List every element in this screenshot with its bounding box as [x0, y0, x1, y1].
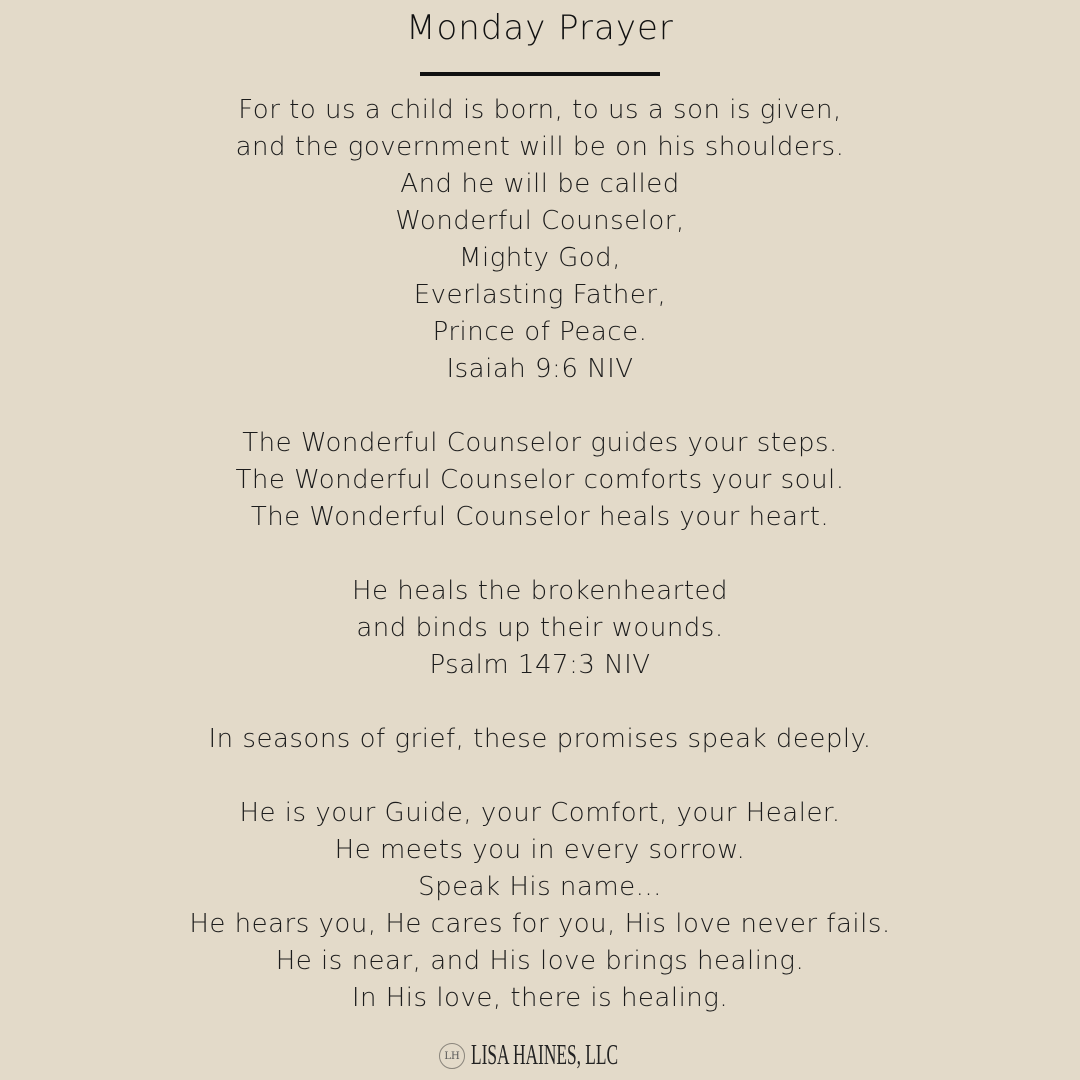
text-line: In His love, there is healing. [351, 983, 729, 1013]
spacer [0, 536, 1080, 573]
text-line: And he will be called [400, 169, 680, 199]
text-line: The Wonderful Counselor guides your steps. [242, 428, 838, 458]
scripture-isaiah [0, 92, 1080, 388]
logo-monogram-icon: LH [439, 1043, 465, 1069]
text-line: Mighty God, [459, 243, 621, 273]
text-line: He is your Guide, your Comfort, your Healer. [239, 798, 841, 828]
prayer-body [0, 92, 1080, 1017]
text-line: He heals the brokenhearted [351, 576, 729, 606]
text-line: For to us a child is born, to us a son is given, [238, 95, 842, 125]
text-line: The Wonderful Counselor heals your heart. [250, 502, 830, 532]
closing-stanza [0, 795, 1080, 1017]
scripture-reference: Isaiah 9:6 NIV [446, 354, 634, 384]
text-line: Speak His name... [418, 872, 662, 902]
scripture-psalm [0, 573, 1080, 684]
brand-name: LISA HAINES, LLC [471, 1040, 619, 1071]
scripture-reference: Psalm 147:3 NIV [429, 650, 651, 680]
title-divider [420, 72, 660, 76]
spacer [0, 684, 1080, 721]
text-line: Prince of Peace. [432, 317, 648, 347]
text-line: In seasons of grief, these promises speak deeply. [208, 724, 872, 754]
grief-stanza [0, 721, 1080, 758]
spacer [0, 388, 1080, 425]
text-line: and binds up their wounds. [356, 613, 724, 643]
text-line: The Wonderful Counselor comforts your soul. [235, 465, 845, 495]
text-line: Wonderful Counselor, [395, 206, 685, 236]
counselor-stanza [0, 425, 1080, 536]
text-line: and the government will be on his shoulders. [235, 132, 845, 162]
text-line: He is near, and His love brings healing. [275, 946, 805, 976]
text-line: Everlasting Father, [413, 280, 667, 310]
spacer [0, 758, 1080, 795]
text-line: He hears you, He cares for you, His love never fails. [189, 909, 891, 939]
brand-footer [0, 1040, 1080, 1072]
text-line: He meets you in every sorrow. [334, 835, 746, 865]
page-title: Monday Prayer [406, 8, 674, 48]
